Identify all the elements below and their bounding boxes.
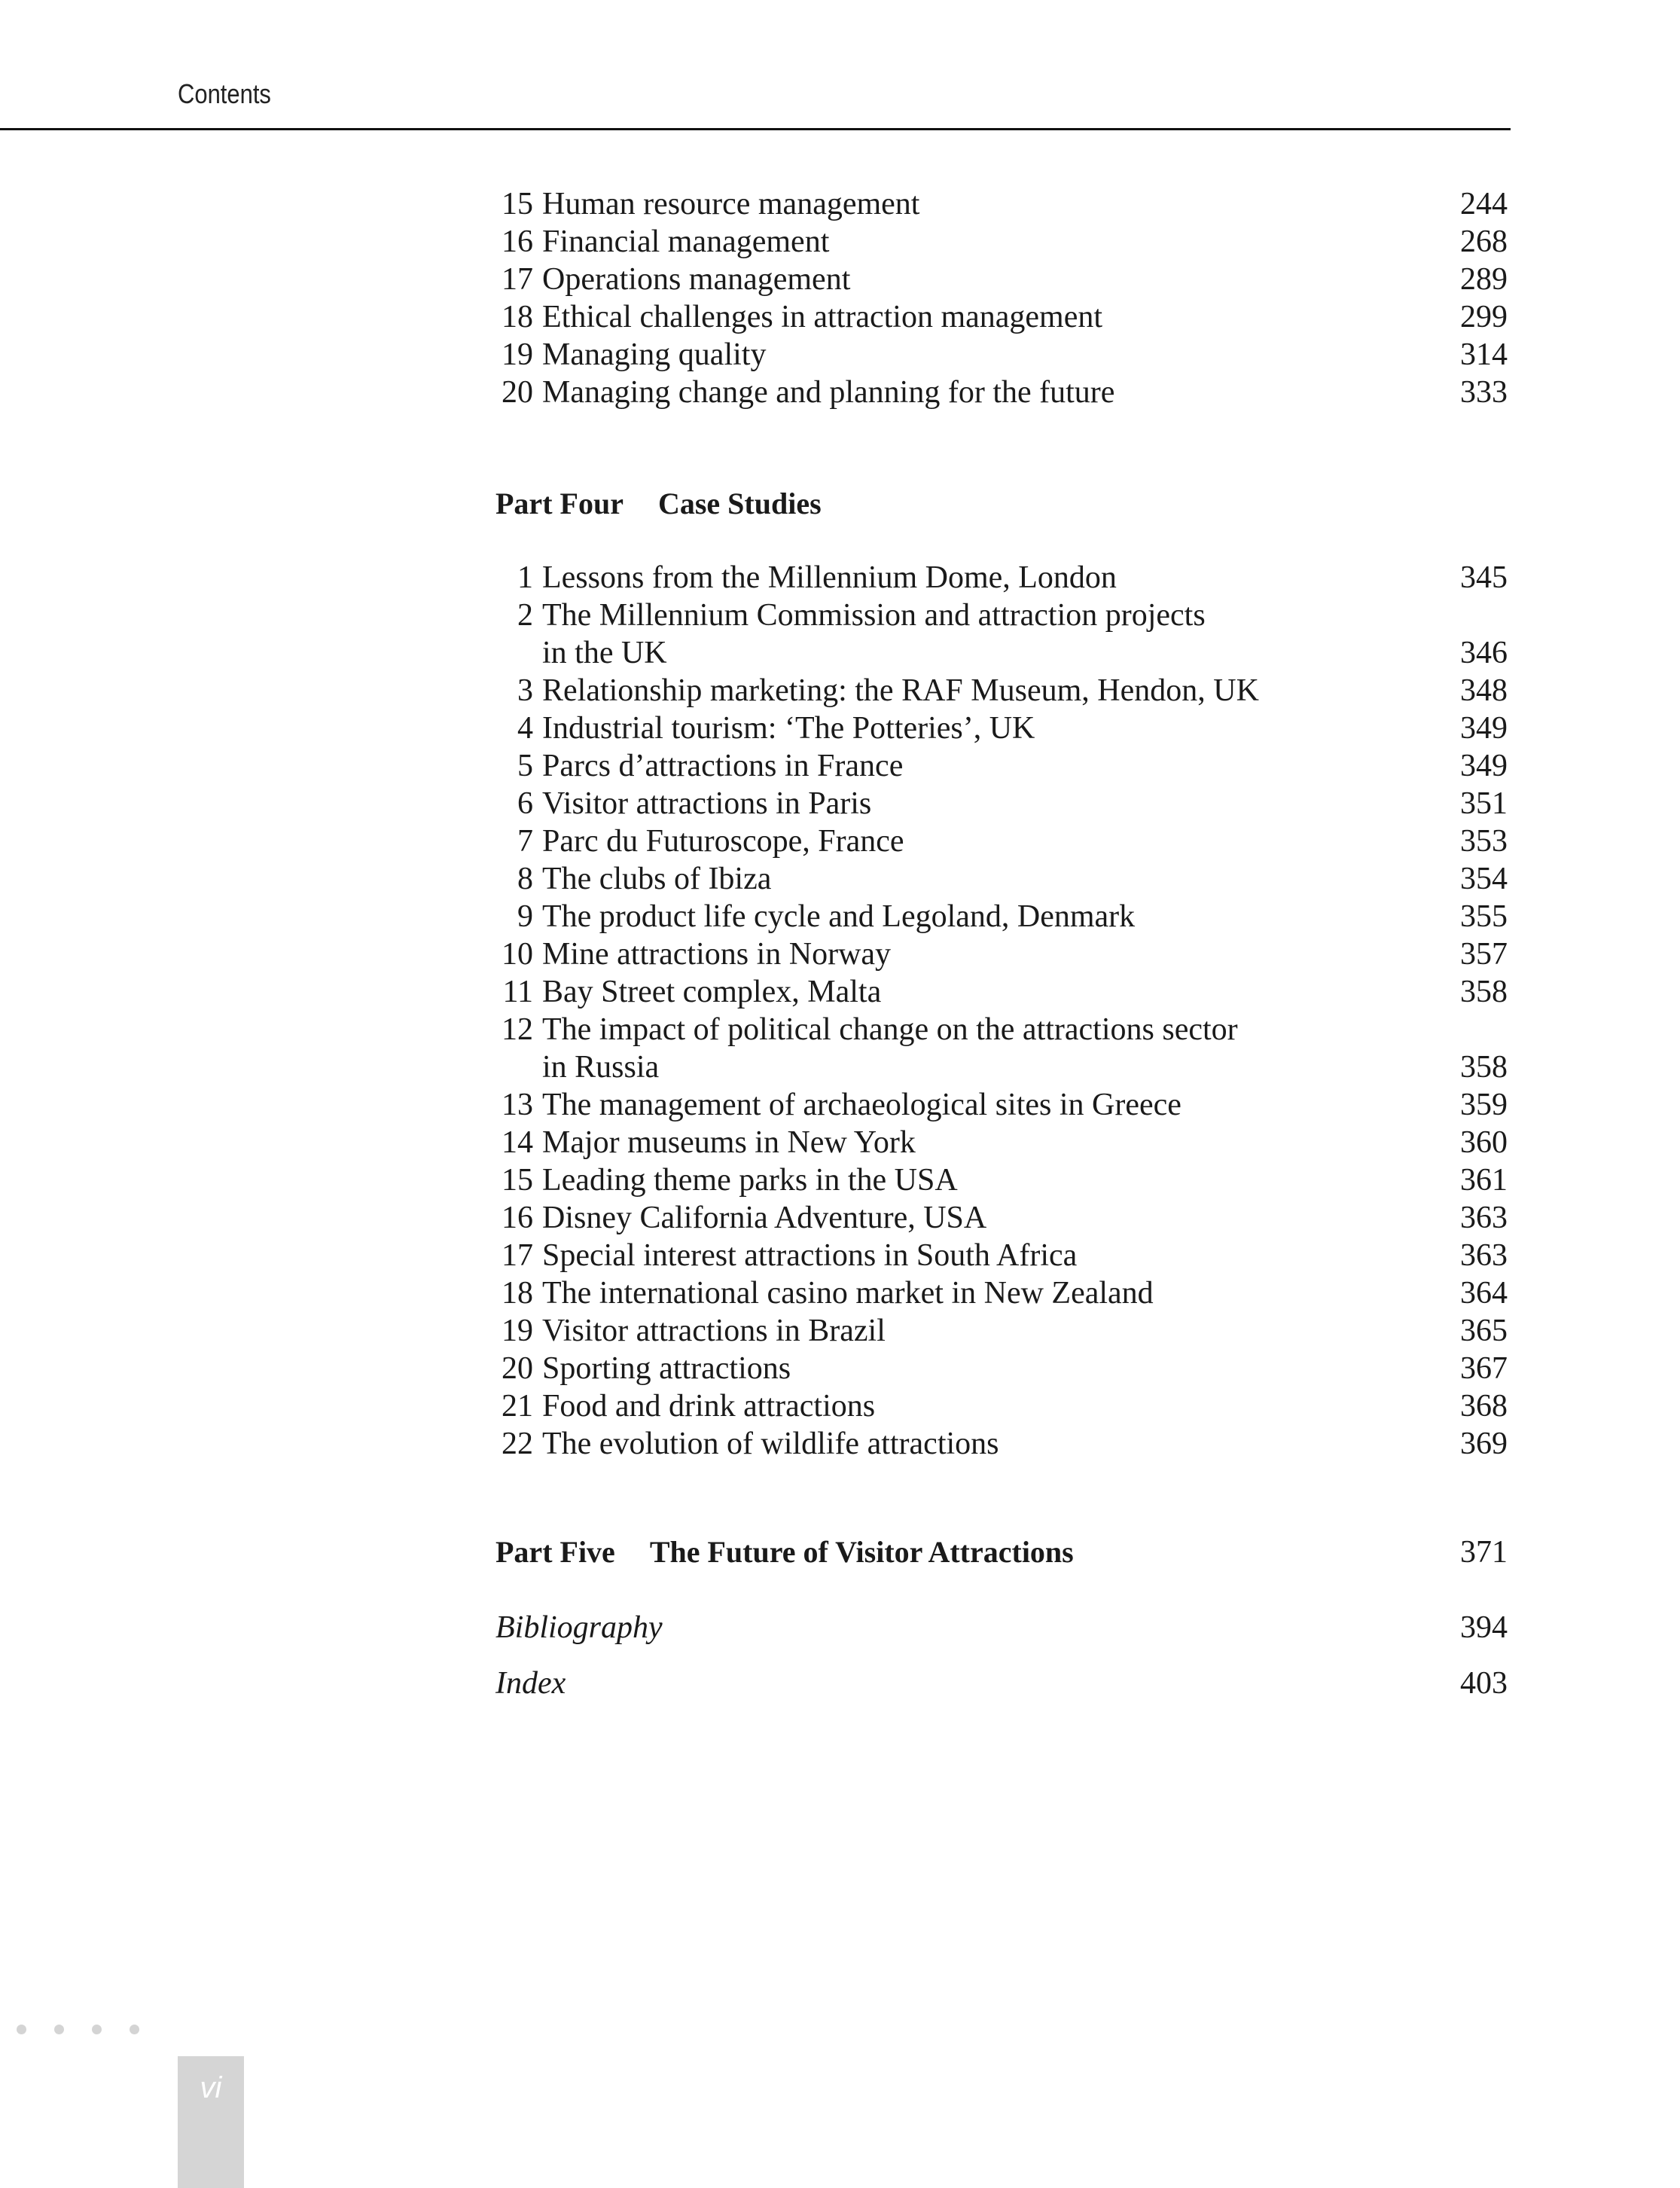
- entry-number: 13: [502, 1088, 533, 1122]
- entry-page: 349: [1460, 711, 1508, 746]
- part-label: Part Five: [495, 1535, 615, 1569]
- toc-entry[interactable]: [495, 185, 1508, 223]
- entry-page: 364: [1460, 1276, 1508, 1311]
- entry-page: 357: [1460, 937, 1508, 972]
- entry-page: 403: [1460, 1666, 1508, 1701]
- entry-page: 345: [1460, 560, 1508, 595]
- toc-entry[interactable]: [495, 1387, 1508, 1425]
- running-head: Contents: [178, 78, 271, 109]
- entry-number: 1: [517, 560, 533, 595]
- entry-number: 10: [502, 937, 533, 972]
- part-five-heading[interactable]: [495, 1533, 1508, 1571]
- part-label: Part Four: [495, 487, 624, 520]
- part-four-heading[interactable]: [495, 485, 1508, 523]
- entry-number: 9: [517, 899, 533, 934]
- entry-number: 14: [502, 1125, 533, 1160]
- toc-entry[interactable]: [495, 1161, 1508, 1199]
- entry-number: 19: [502, 337, 533, 372]
- toc-entry[interactable]: [495, 747, 1508, 785]
- entry-page: 268: [1460, 224, 1508, 259]
- toc-entry[interactable]: [495, 559, 1508, 597]
- entry-number: 18: [502, 300, 533, 334]
- entry-page: 244: [1460, 187, 1508, 221]
- dot-ornament: [130, 2025, 139, 2034]
- entry-page: 363: [1460, 1238, 1508, 1273]
- chapter-list: [495, 185, 1508, 411]
- toc-entry[interactable]: [495, 1086, 1508, 1124]
- toc-entry[interactable]: [495, 1350, 1508, 1387]
- entry-number: 17: [502, 1238, 533, 1273]
- toc-entry[interactable]: [495, 1199, 1508, 1237]
- entry-number: 12: [502, 1012, 533, 1047]
- part-title: Case Studies: [657, 487, 822, 520]
- entry-title-continuation: in Russia: [542, 1050, 660, 1085]
- header-rule: [0, 128, 1511, 130]
- toc-entry[interactable]: [495, 597, 1508, 672]
- entry-title: [542, 597, 1206, 672]
- toc-entry[interactable]: [495, 1011, 1508, 1086]
- entry-page: 365: [1460, 1314, 1508, 1348]
- toc-entry[interactable]: [495, 785, 1508, 822]
- toc-entry[interactable]: [495, 1274, 1508, 1312]
- entry-title-line: The Millennium Commission and attraction projects: [542, 598, 1206, 633]
- entry-number: 5: [517, 749, 533, 783]
- entry-number: 15: [502, 187, 533, 221]
- entry-page: 354: [1460, 862, 1508, 896]
- case-study-list: [495, 559, 1508, 1463]
- entry-title: Index: [495, 1666, 566, 1701]
- entry-title: Financial management: [542, 224, 830, 259]
- entry-title: Parcs d’attractions in France: [542, 749, 904, 783]
- entry-number: 16: [502, 1201, 533, 1235]
- entry-title: Ethical challenges in attraction management: [542, 300, 1103, 334]
- toc-entry[interactable]: [495, 822, 1508, 860]
- entry-title: Special interest attractions in South Africa: [542, 1238, 1078, 1273]
- toc-entry[interactable]: [495, 374, 1508, 411]
- toc-entry[interactable]: [495, 898, 1508, 935]
- toc-entry[interactable]: [495, 973, 1508, 1011]
- entry-page: 360: [1460, 1125, 1508, 1160]
- entry-number: 7: [517, 824, 533, 859]
- toc-entry[interactable]: [495, 709, 1508, 747]
- entry-number: 17: [502, 262, 533, 297]
- entry-title: The management of archaeological sites in Greece: [542, 1088, 1181, 1122]
- entry-title: Bibliography: [495, 1610, 663, 1645]
- entry-number: 19: [502, 1314, 533, 1348]
- toc-entry[interactable]: [495, 672, 1508, 709]
- index-entry[interactable]: [495, 1665, 1508, 1702]
- entry-title: Bay Street complex, Malta: [542, 975, 882, 1009]
- entry-number: 22: [502, 1427, 533, 1461]
- entry-title: Leading theme parks in the USA: [542, 1163, 958, 1198]
- entry-title: The evolution of wildlife attractions: [542, 1427, 999, 1461]
- entry-title: Mine attractions in Norway: [542, 937, 892, 972]
- toc-entry[interactable]: [495, 935, 1508, 973]
- folio-tab: [178, 2056, 244, 2188]
- entry-page: 348: [1460, 673, 1508, 708]
- entry-page: 349: [1460, 749, 1508, 783]
- entry-title: The clubs of Ibiza: [542, 862, 772, 896]
- entry-title: [542, 1011, 1238, 1086]
- entry-page: 346: [1460, 636, 1508, 670]
- entry-title: Food and drink attractions: [542, 1389, 876, 1424]
- entry-page: 363: [1460, 1201, 1508, 1235]
- entry-title: The product life cycle and Legoland, Denmark: [542, 899, 1136, 934]
- entry-page: 359: [1460, 1088, 1508, 1122]
- entry-title: Parc du Futuroscope, France: [542, 824, 904, 859]
- entry-title: Human resource management: [542, 187, 920, 221]
- bibliography-entry[interactable]: [495, 1609, 1508, 1646]
- entry-title: Disney California Adventure, USA: [542, 1201, 987, 1235]
- entry-number: 16: [502, 224, 533, 259]
- toc-entry[interactable]: [495, 1237, 1508, 1274]
- entry-number: 8: [517, 862, 533, 896]
- entry-page: 358: [1460, 1050, 1508, 1085]
- dot-ornament: [17, 2025, 26, 2034]
- entry-number: 11: [502, 975, 533, 1009]
- toc-entry[interactable]: [495, 223, 1508, 261]
- part-title: The Future of Visitor Attractions: [649, 1535, 1074, 1569]
- entry-title: Managing change and planning for the future: [542, 375, 1115, 410]
- entry-title: Relationship marketing: the RAF Museum, Hendon, UK: [542, 673, 1259, 708]
- dot-ornament: [54, 2025, 64, 2034]
- entry-title: Major museums in New York: [542, 1125, 916, 1160]
- entry-page: 314: [1460, 337, 1508, 372]
- entry-title: Lessons from the Millennium Dome, London: [542, 560, 1117, 595]
- toc-entry[interactable]: [495, 1425, 1508, 1463]
- entry-number: 20: [502, 1351, 533, 1386]
- entry-page: 333: [1460, 375, 1508, 410]
- entry-page: 368: [1460, 1389, 1508, 1424]
- toc-entry[interactable]: [495, 261, 1508, 298]
- entry-page: 353: [1460, 824, 1508, 859]
- entry-page: 394: [1460, 1610, 1508, 1645]
- entry-page: 361: [1460, 1163, 1508, 1198]
- entry-page: 367: [1460, 1351, 1508, 1386]
- entry-page: 355: [1460, 899, 1508, 934]
- entry-title: Industrial tourism: ‘The Potteries’, UK: [542, 711, 1035, 746]
- toc-entry[interactable]: [495, 298, 1508, 336]
- page-number: vi: [200, 2071, 222, 2104]
- entry-title: The international casino market in New Zealand: [542, 1276, 1154, 1311]
- entry-number: 20: [502, 375, 533, 410]
- entry-page: 371: [1460, 1535, 1508, 1570]
- entry-number: 15: [502, 1163, 533, 1198]
- toc-entry[interactable]: [495, 1312, 1508, 1350]
- entry-title: Managing quality: [542, 337, 767, 372]
- entry-number: 18: [502, 1276, 533, 1311]
- entry-number: 3: [517, 673, 533, 708]
- entry-title: Visitor attractions in Brazil: [542, 1314, 886, 1348]
- entry-page: 299: [1460, 300, 1508, 334]
- entry-title-line: The impact of political change on the attractions sector: [542, 1012, 1238, 1047]
- toc-entry[interactable]: [495, 1124, 1508, 1161]
- dot-ornament: [92, 2025, 102, 2034]
- entry-number: 21: [502, 1389, 533, 1424]
- entry-title-continuation: in the UK: [542, 636, 667, 670]
- entry-page: 289: [1460, 262, 1508, 297]
- entry-title: Operations management: [542, 262, 851, 297]
- entry-page: 351: [1460, 786, 1508, 821]
- entry-number: 4: [517, 711, 533, 746]
- toc-entry[interactable]: [495, 860, 1508, 898]
- toc-entry[interactable]: [495, 336, 1508, 374]
- entry-page: 358: [1460, 975, 1508, 1009]
- entry-number: 2: [517, 598, 533, 633]
- entry-page: 369: [1460, 1427, 1508, 1461]
- entry-number: 6: [517, 786, 533, 821]
- entry-title: Visitor attractions in Paris: [542, 786, 872, 821]
- entry-title: Sporting attractions: [542, 1351, 791, 1386]
